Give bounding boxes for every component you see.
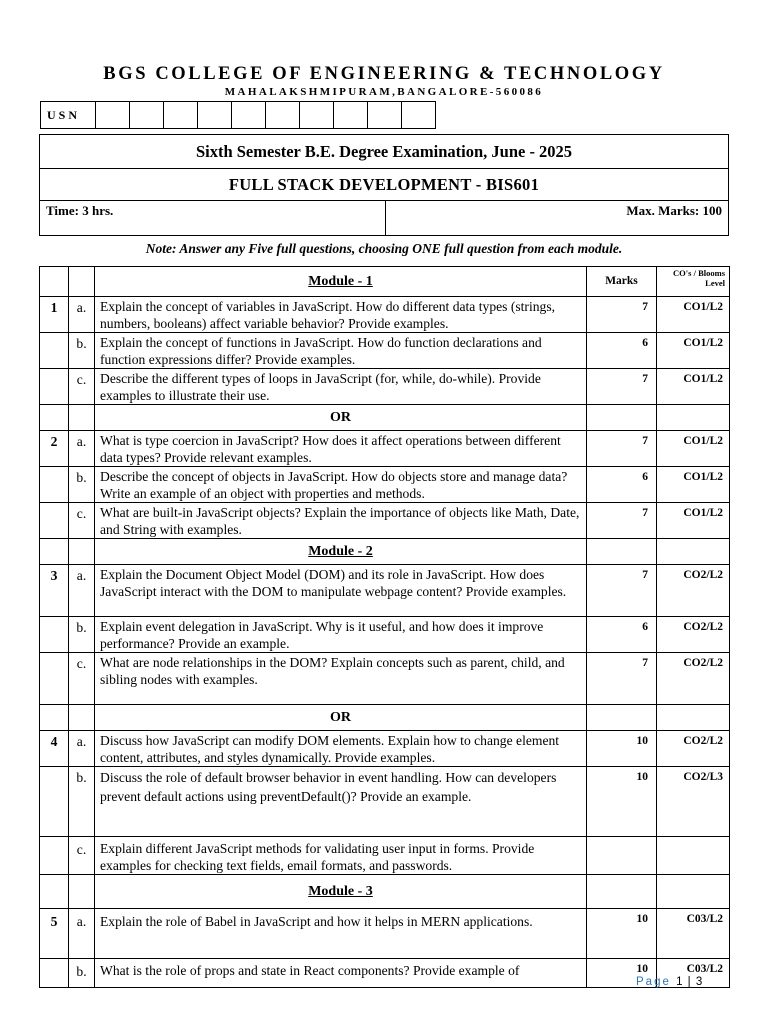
question-marks: 10: [587, 767, 657, 837]
usn-box: [40, 101, 436, 129]
usn-cell: [130, 102, 164, 129]
page-footer: [636, 976, 703, 988]
table-row: [40, 837, 730, 875]
question-marks: 10: [587, 909, 657, 959]
sub-question-label: b.: [69, 333, 95, 369]
sub-question-label: b.: [69, 959, 95, 988]
question-marks: 6: [587, 617, 657, 653]
sub-question-label: c.: [69, 837, 95, 875]
question-text: Discuss the role of default browser behavior in event handling. How can developers prevent default actions using preventDefault()? Provide an example.: [95, 767, 587, 837]
module-heading: Module - 1: [95, 267, 587, 297]
question-marks: 7: [587, 431, 657, 467]
question-marks: 7: [587, 565, 657, 617]
or-divider: OR: [95, 705, 587, 731]
table-row: [40, 909, 730, 959]
question-text: Explain the concept of variables in JavaScript. How do different data types (strings, numbers, booleans) affect variable behavior? Provide examples.: [95, 297, 587, 333]
question-co-level: CO1/L2: [657, 297, 730, 333]
question-co-level: [657, 837, 730, 875]
question-text: What is type coercion in JavaScript? How does it affect operations between different data types? Provide relevant examples.: [95, 431, 587, 467]
table-row: [40, 297, 730, 333]
usn-cell: [198, 102, 232, 129]
question-text: What are node relationships in the DOM? Explain concepts such as parent, child, and sibling nodes with examples.: [95, 653, 587, 705]
usn-cell: [96, 102, 130, 129]
question-text: Explain the concept of functions in JavaScript. How do function declarations and function expressions differ? Provide examples.: [95, 333, 587, 369]
college-name: BGS COLLEGE OF ENGINEERING & TECHNOLOGY: [103, 64, 665, 84]
sub-question-label: a.: [69, 431, 95, 467]
sub-question-label: a.: [69, 297, 95, 333]
question-marks: [587, 837, 657, 875]
question-co-level: CO2/L2: [657, 617, 730, 653]
page-word: Page: [636, 976, 671, 988]
or-row: [40, 405, 730, 431]
question-number: 3: [40, 565, 69, 617]
sub-question-label: a.: [69, 731, 95, 767]
usn-label: USN: [41, 102, 96, 129]
question-co-level: CO1/L2: [657, 369, 730, 405]
table-row: [40, 369, 730, 405]
question-text: Describe the concept of objects in JavaScript. How do objects store and manage data? Write an example of an object with properties and methods.: [95, 467, 587, 503]
table-row: [40, 731, 730, 767]
table-row: [40, 565, 730, 617]
exam-header-table: [39, 134, 729, 236]
question-text: What is the role of props and state in React components? Provide example of: [95, 959, 587, 988]
question-text: Explain the Document Object Model (DOM) and its role in JavaScript. How does JavaScript interact with the DOM to manipulate webpage content? Provide examples.: [95, 565, 587, 617]
table-header-row: [40, 267, 730, 297]
module-row: [40, 539, 730, 565]
question-number: 4: [40, 731, 69, 767]
sub-question-label: b.: [69, 767, 95, 837]
module-heading: Module - 2: [95, 539, 587, 565]
sub-question-label: a.: [69, 909, 95, 959]
table-row: [40, 767, 730, 837]
question-number: 5: [40, 909, 69, 959]
page-number: 1 | 3: [676, 976, 704, 988]
question-text: Explain different JavaScript methods for validating user input in forms. Provide examples for checking text fields, email formats, and passwords.: [95, 837, 587, 875]
question-co-level: CO1/L2: [657, 503, 730, 539]
question-text: What are built-in JavaScript objects? Explain the importance of objects like Math, Date, and String with examples.: [95, 503, 587, 539]
sub-question-label: c.: [69, 503, 95, 539]
question-co-level: C03/L2: [657, 959, 730, 988]
questions-table: [39, 266, 730, 988]
sub-question-label: c.: [69, 653, 95, 705]
question-number: 1: [40, 297, 69, 333]
question-marks: 7: [587, 653, 657, 705]
table-row: [40, 467, 730, 503]
question-co-level: CO1/L2: [657, 467, 730, 503]
question-co-level: CO2/L3: [657, 767, 730, 837]
question-text: Explain the role of Babel in JavaScript and how it helps in MERN applications.: [95, 909, 587, 959]
usn-cell: [368, 102, 402, 129]
sub-question-label: a.: [69, 565, 95, 617]
question-co-level: C03/L2: [657, 909, 730, 959]
question-co-level: CO2/L2: [657, 565, 730, 617]
question-marks: 6: [587, 333, 657, 369]
co-header: CO's / Blooms Level: [657, 267, 730, 297]
usn-cell: [266, 102, 300, 129]
question-co-level: CO1/L2: [657, 333, 730, 369]
usn-cell: [164, 102, 198, 129]
module-heading: Module - 3: [95, 875, 587, 909]
usn-cell: [300, 102, 334, 129]
marks-header: Marks: [587, 267, 657, 297]
question-marks: 10: [587, 731, 657, 767]
sub-question-label: b.: [69, 467, 95, 503]
question-number: 2: [40, 431, 69, 467]
table-row: [40, 503, 730, 539]
question-text: Describe the different types of loops in JavaScript (for, while, do-while). Provide examples to illustrate their use.: [95, 369, 587, 405]
instructions-note: Note: Answer any Five full questions, choosing ONE full question from each module.: [145, 241, 623, 256]
sub-question-label: b.: [69, 617, 95, 653]
college-address: MAHALAKSHMIPURAM,BANGALORE-560086: [224, 86, 544, 98]
table-row: [40, 431, 730, 467]
question-marks: 6: [587, 467, 657, 503]
usn-cell: [232, 102, 266, 129]
table-row: [40, 653, 730, 705]
question-text: Discuss how JavaScript can modify DOM elements. Explain how to change element content, attributes, and styles dynamically. Provide examples.: [95, 731, 587, 767]
or-divider: OR: [95, 405, 587, 431]
usn-cell: [334, 102, 368, 129]
question-marks: 7: [587, 503, 657, 539]
question-co-level: CO2/L2: [657, 731, 730, 767]
max-marks: Max. Marks: 100: [386, 201, 729, 236]
exam-time: Time: 3 hrs.: [40, 201, 386, 236]
or-row: [40, 705, 730, 731]
table-row: [40, 959, 730, 988]
exam-title: Sixth Semester B.E. Degree Examination, June - 2025: [40, 135, 729, 169]
question-marks: 7: [587, 369, 657, 405]
sub-question-label: c.: [69, 369, 95, 405]
table-row: [40, 333, 730, 369]
question-co-level: CO1/L2: [657, 431, 730, 467]
subject-title: FULL STACK DEVELOPMENT - BIS601: [40, 169, 729, 201]
table-row: [40, 617, 730, 653]
question-marks: 7: [587, 297, 657, 333]
question-text: Explain event delegation in JavaScript. Why is it useful, and how does it improve performance? Provide an example.: [95, 617, 587, 653]
question-marks: 10: [587, 959, 657, 988]
module-row: [40, 875, 730, 909]
usn-cell: [402, 102, 436, 129]
question-co-level: CO2/L2: [657, 653, 730, 705]
